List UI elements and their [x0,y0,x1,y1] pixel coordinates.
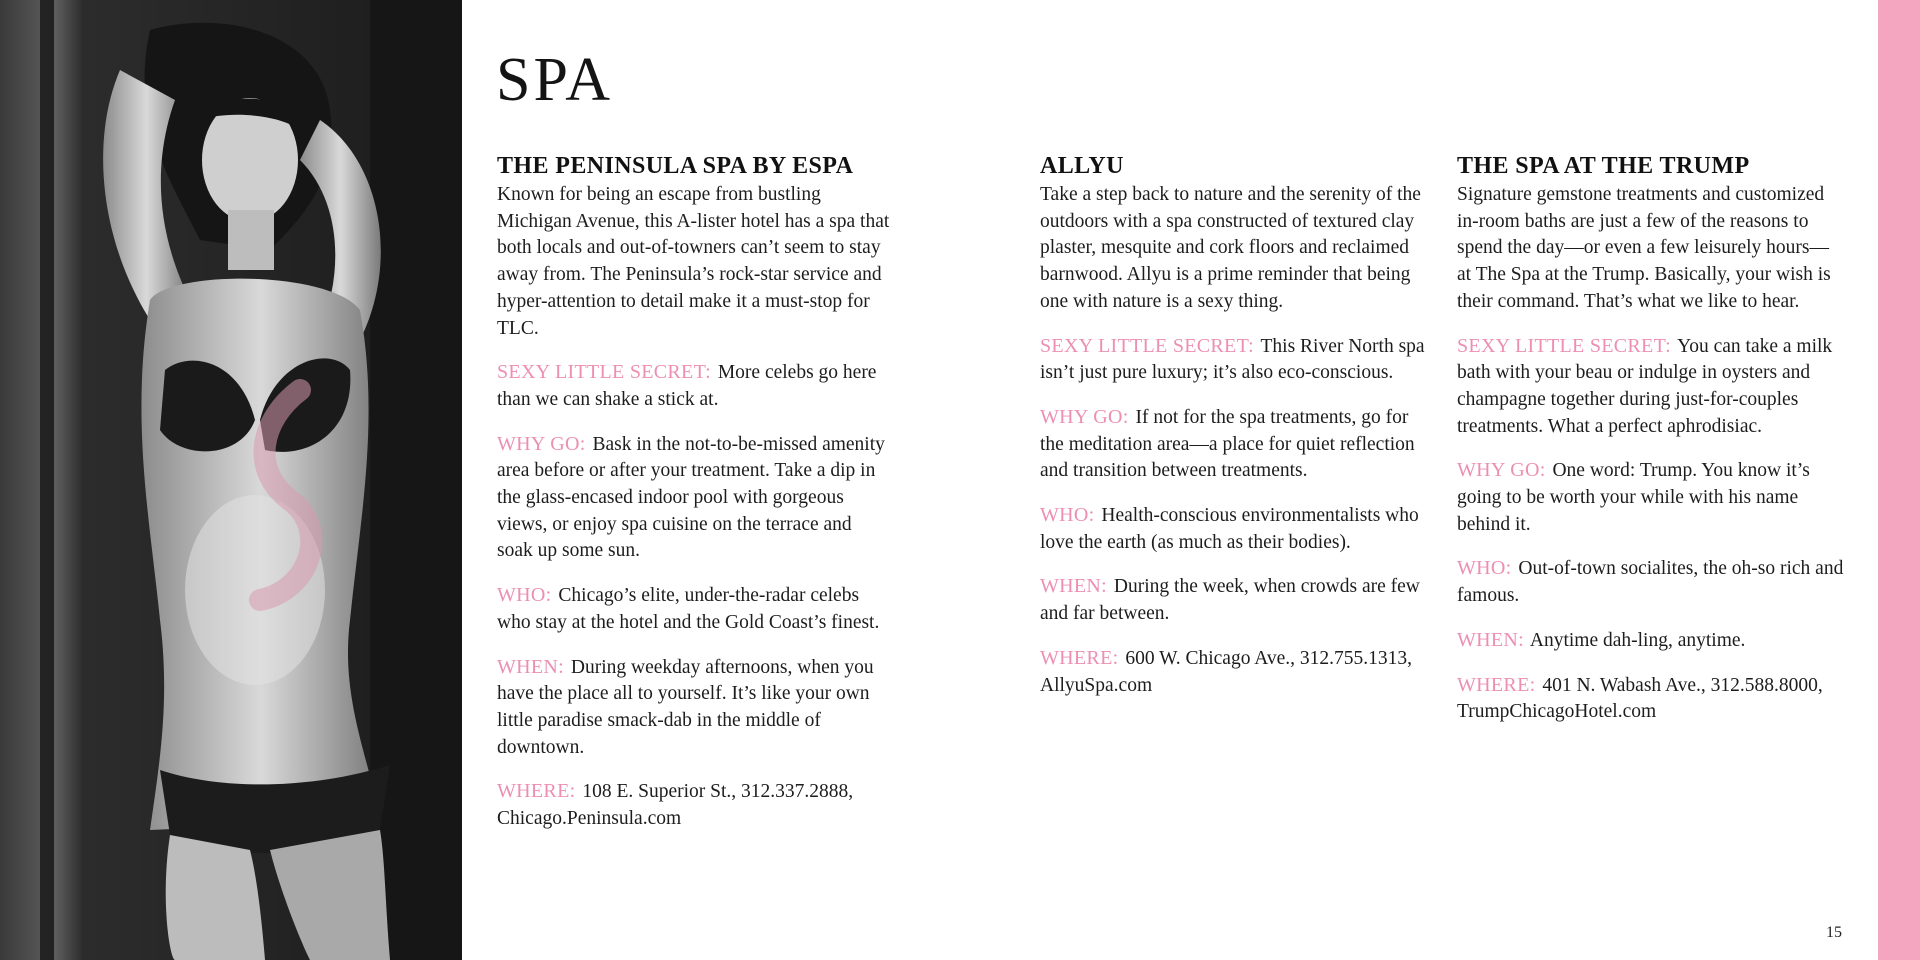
entry-label: WHEN: [1457,628,1525,651]
entry-label: SEXY LITTLE SECRET: [497,361,711,384]
spa-description: Known for being an escape from bustling Michigan Avenue, this A-lister hotel has a spa that both locals and out-of-towners can’t seem to stay away from. The Peninsula’s rock-star service and hyper-attention to detail make it a must-stop for TLC. [497,184,890,339]
entry-label: WHY GO: [1457,459,1546,482]
entry-label: WHO: [1040,504,1095,527]
entry-label: WHY GO: [1040,405,1129,428]
where-entry [1040,645,1432,699]
entry-text: During the week, when crowds are few and far between. [1040,576,1420,625]
who-entry [497,582,892,636]
who-entry [1040,502,1432,556]
secret-entry [1457,333,1847,441]
entry-text: Health-conscious environmentalists who love the earth (as much as their bodies). [1040,505,1419,553]
photo-illustration [0,0,462,960]
spa-column-peninsula [497,150,892,850]
when-entry [497,654,892,762]
when-entry [1457,627,1847,655]
entry-text: Anytime dah-ling, anytime. [1529,629,1746,651]
entry-text: Bask in the not-to-be-missed amenity area before or after your treatment. Take a dip in the glass-encased indoor pool with gorgeous views, or enjoy spa cuisine on the terrace and soak up some sun. [497,433,885,562]
pink-accent-strip [1878,0,1920,960]
entry-label: WHERE: [497,780,576,803]
why-go-entry [497,431,892,566]
when-entry [1040,573,1432,627]
entry-text: 108 E. Superior St., 312.337.2888, Chicago.Peninsula.com [497,781,854,830]
entry-text: During weekday afternoons, when you have the place all to yourself. It’s like your own little paradise smack-dab in the middle of downtown. [497,656,874,758]
why-go-entry [1457,457,1847,538]
entry-label: WHEN: [1040,575,1108,598]
entry-text: 600 W. Chicago Ave., 312.755.1313, AllyuSpa.com [1040,647,1413,696]
spa-name: ALLYU [1040,153,1124,179]
spa-name: THE SPA AT THE TRUMP [1457,153,1750,179]
entry-label: SEXY LITTLE SECRET: [1457,334,1671,357]
who-entry [1457,555,1847,609]
secret-entry [1040,333,1432,387]
why-go-entry [1040,404,1432,485]
spa-description: Signature gemstone treatments and customized in-room baths are just a few of the reasons to spend the day—or even a few leisurely hours— at The Spa at the Trump. Basically, your wish is their command. That’s what we like to hear. [1457,184,1831,312]
entry-label: WHO: [497,584,552,607]
entry-label: WHO: [1457,557,1512,580]
entry-label: WHERE: [1040,646,1119,669]
spa-name: THE PENINSULA SPA BY ESPA [497,153,854,179]
entry-text: If not for the spa treatments, go for the meditation area—a place for quiet reflection and transition between treatments. [1040,406,1415,482]
entry-text: More celebs go here than we can shake a stick at. [497,362,877,410]
entry-label: WHY GO: [497,432,586,455]
woman-photo-image [0,0,462,960]
spa-column-allyu [1040,150,1432,716]
entry-text: You can take a milk bath with your beau or indulge in oysters and champagne together during just-for-couples treatments. What a perfect aphrodisiac. [1457,335,1833,437]
page-title: SPA [496,46,614,114]
entry-text: 401 N. Wabash Ave., 312.588.8000, TrumpChicagoHotel.com [1457,674,1823,723]
entry-text: Out-of-town socialites, the oh-so rich and famous. [1457,558,1844,607]
spa-description: Take a step back to nature and the serenity of the outdoors with a spa constructed of textured clay plaster, mesquite and cork floors and reclaimed barnwood. Allyu is a prime reminder that being one with nature is a sexy thing. [1040,184,1421,312]
entry-label: WHERE: [1457,673,1536,696]
page-number: 15 [1826,924,1842,941]
entry-label: SEXY LITTLE SECRET: [1040,334,1254,357]
where-entry [497,778,892,832]
secret-entry [497,359,892,413]
entry-label: WHEN: [497,655,565,678]
where-entry [1457,672,1847,726]
entry-text: Chicago’s elite, under-the-radar celebs who stay at the hotel and the Gold Coast’s finest. [497,585,880,633]
spa-column-trump [1457,150,1847,743]
entry-text: One word: Trump. You know it’s going to be worth your while with his name behind it. [1457,460,1810,535]
entry-text: This River North spa isn’t just pure luxury; it’s also eco-conscious. [1040,335,1425,384]
